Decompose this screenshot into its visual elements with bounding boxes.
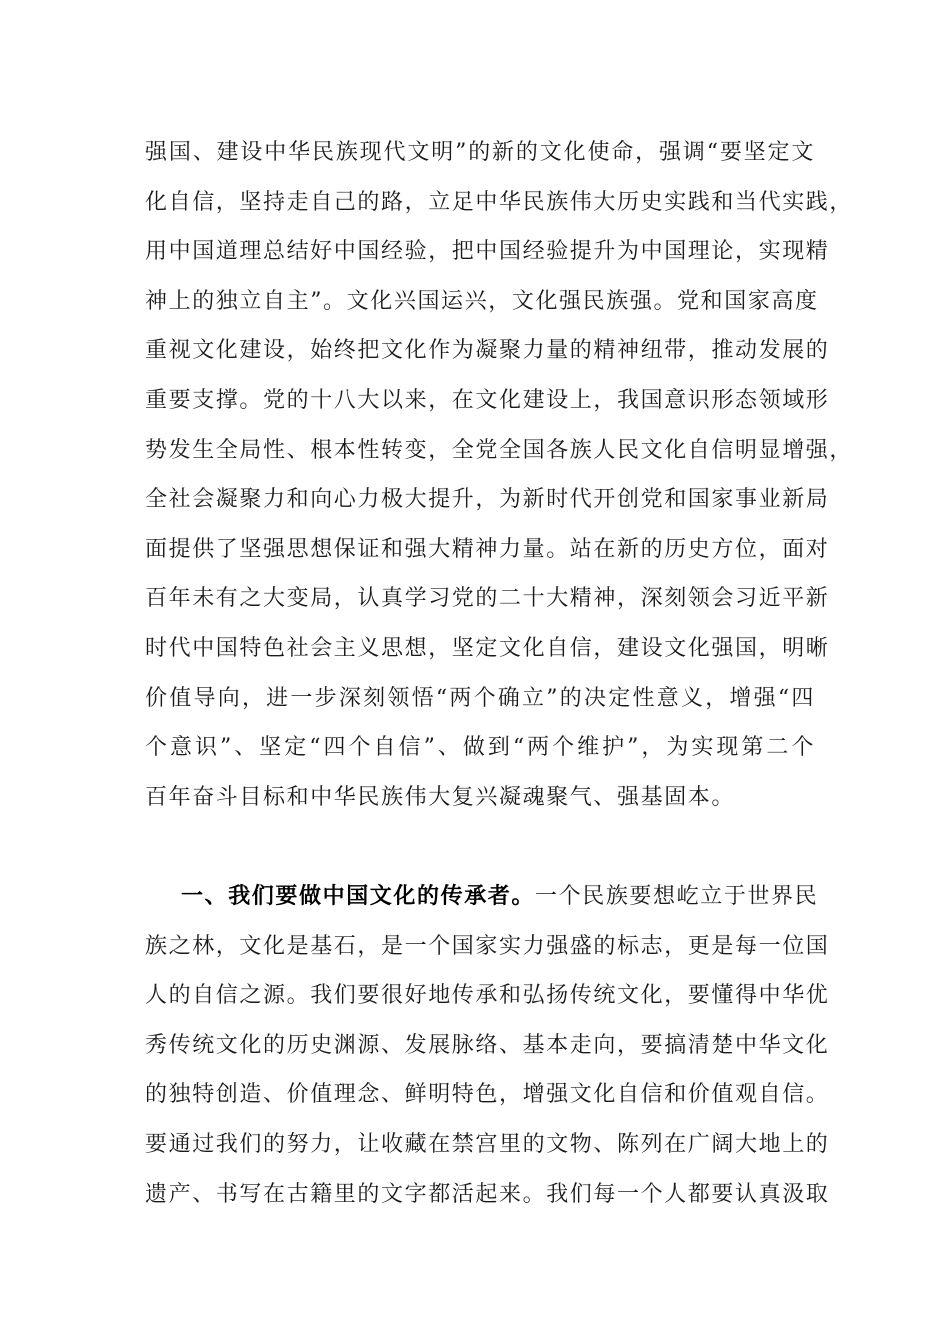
paragraph-line: 要通过我们的努力，让收藏在禁宫里的文物、陈列在广阔大地上的	[145, 1131, 830, 1157]
paragraph-line: 化自信，坚持走自己的路，立足中华民族伟大历史实践和当代实践，	[145, 189, 854, 215]
body-paragraph-2	[145, 872, 830, 1219]
paragraph-first-line	[145, 872, 819, 922]
paragraph-line: 用中国道理总结好中国经验，把中国经验提升为中国理论，实现精	[145, 239, 830, 265]
paragraph-line: 价值导向，进一步深刻领悟“两个确立”的决定性意义，增强“四	[145, 685, 815, 711]
body-paragraph-1	[145, 128, 854, 822]
paragraph-line: 遗产、书写在古籍里的文字都活起来。我们每一个人都要认真汲取	[145, 1181, 830, 1207]
paragraph-line: 重要支撑。党的十八大以来，在文化建设上，我国意识形态领域形	[145, 387, 830, 413]
section-heading: 一、我们要做中国文化的传承者。	[181, 883, 536, 909]
paragraph-line: 神上的独立自主”。文化兴国运兴，文化强民族强。党和国家高度	[145, 288, 819, 314]
paragraph-line: 人的自信之源。我们要很好地传承和弘扬传统文化，要懂得中华优	[145, 983, 830, 1009]
paragraph-line: 全社会凝聚力和向心力极大提升，为新时代开创党和国家事业新局	[145, 487, 830, 513]
paragraph-line: 族之林，文化是基石，是一个国家实力强盛的标志，更是每一位国	[145, 933, 830, 959]
paragraph-line: 百年未有之大变局，认真学习党的二十大精神，深刻领会习近平新	[145, 586, 830, 612]
paragraph-line: 时代中国特色社会主义思想，坚定文化自信，建设文化强国，明晰	[145, 635, 830, 661]
paragraph-line: 面提供了坚强思想保证和强大精神力量。站在新的历史方位，面对	[145, 536, 830, 562]
paragraph-line: 百年奋斗目标和中华民族伟大复兴凝魂聚气、强基固本。	[145, 784, 736, 810]
paragraph-line: 重视文化建设，始终把文化作为凝聚力量的精神纽带，推动发展的	[145, 338, 830, 364]
paragraph-first-line-text: 一个民族要想屹立于世界民	[535, 884, 819, 909]
paragraph-line: 强国、建设中华民族现代文明”的新的文化使命，强调“要坚定文	[145, 140, 815, 165]
paragraph-line: 个意识”、坚定“四个自信”、做到“两个维护”，为实现第二个	[145, 735, 815, 761]
paragraph-line: 秀传统文化的历史渊源、发展脉络、基本走向，要搞清楚中华文化	[145, 1032, 830, 1058]
paragraph-line: 的独特创造、价值理念、鲜明特色，增强文化自信和价值观自信。	[145, 1082, 830, 1108]
paragraph-line: 势发生全局性、根本性转变，全党全国各族人民文化自信明显增强，	[145, 437, 854, 463]
